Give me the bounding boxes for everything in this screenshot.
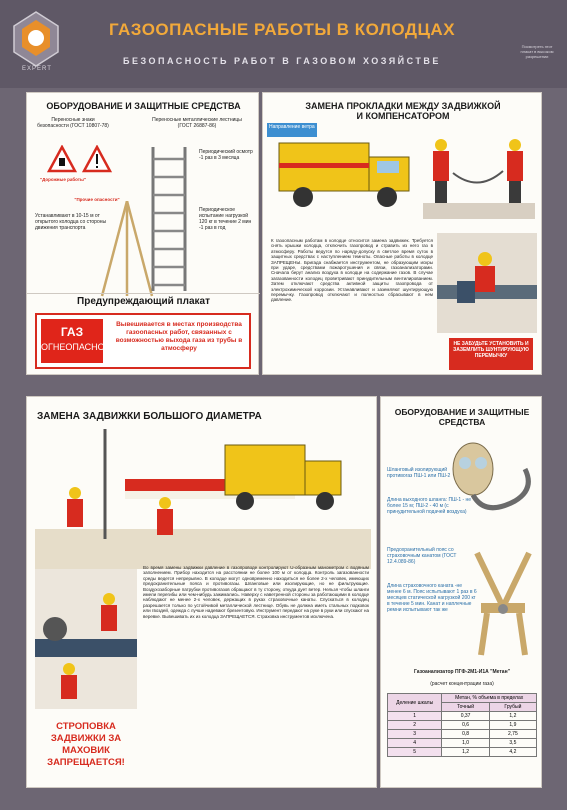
belt-caption: Предохранительный пояс со страховочным канатом (ГОСТ 12.4.089-86) (387, 547, 457, 565)
table-cell: 1,9 (489, 721, 536, 730)
table-cell: 1 (388, 712, 442, 721)
valve-slinging-warning: СТРОПОВКА ЗАДВИЖКИ ЗА МАХОВИК ЗАПРЕЩАЕТСЯ! (47, 721, 125, 768)
equipment-heading: ОБОРУДОВАНИЕ И ЗАЩИТНЫЕ СРЕДСТВА (46, 101, 241, 111)
workers-at-well-icon (423, 133, 535, 228)
danger-sign-icon (82, 145, 112, 173)
table-cell: 0,6 (442, 721, 489, 730)
expert-logo-icon (10, 10, 62, 70)
panel-protection (380, 396, 542, 788)
inspection-note: Периодический осмотр -1 раз в 3 месяца (199, 149, 253, 161)
table-cell: 3,5 (489, 739, 536, 748)
rope-caption: Длина страховочного каната -не менее 6 м. Пояс испытывают 1 раз в 6 месяцев статической нагрузкой 200 кг в течение 5 мин. Канат и наплечные ремни испытывают так же (387, 583, 477, 613)
header (0, 0, 567, 88)
methane-table (387, 693, 537, 757)
gasket-body-text: К газоопасным работам в колодце относится замена задвижек. Требуется снять крышки колодца, отключить газопровод и стравить из него газ в атмосферу. Работы ведутся по наряду-допуску в светлое время суток в защитных средствах с наступлением темноты. Опасные работы в колодце ЗАПРЕЩЕНЫ. Бригада снабжается инструментом, не образующим искры при ударе, средствами пожаротушения и связи, газоанализаторами. Сначала берут анализ воздуха в колодце на содержание газов. В случае загазованности колодец проветривают принудительным вентилированием. Затем отключают средства активной защиты газопровода от электрохимической коррозии. Устанавливают и заземляют шунтирующую перемычку. Газопровод отключают и полностью сбрасывают в нем давление. (271, 238, 433, 303)
ladder-icon (147, 145, 192, 293)
road-works-label: "Дорожные работы" (40, 177, 86, 182)
signs-caption: Переносные знаки безопасности (ГОСТ 10807-78) (37, 117, 109, 129)
table-row (388, 730, 537, 739)
warning-poster (35, 313, 251, 369)
valve-body-text: Во время замены задвижки давление в газопроводе контролируют U-образным манометром с водяным заполнением. Прибор находится на расстоянии не более 100 м от колодца. Контроль загазованности среды ведется непрерывно. В колодце могут одновременно находиться не более 2-х человек, имеющих предохранительные пояса и противогазы. Шланговые или изолирующие, но не фильтрующие. Воздухозаборные патрубки противогазов обращают в ту сторону, откуда дует ветер. Нельзя чтобы шланги имели перегибы или чем-нибудь зажимались. Наверху с наветренной стороны за работающими в колодце наблюдают не менее 2-х человек, держащих в руках страховочные канаты. Спускаться в колодец разрешается только по устойчивой металлической лестнице. Обувь не должна иметь стальных подковок или гвоздей, одежда с лучше надевают брезентовую. Инструмент передают на руке в руки или спускают на веревке. Вывешивать их из колодца ЗАПРЕЩАЕТСЯ. Страховка инструментов исключена. (143, 565, 369, 619)
underground-valve-workers-icon (35, 569, 137, 709)
table-cell: 2,75 (489, 730, 536, 739)
table-cell: 0,37 (442, 712, 489, 721)
crane-truck-scene-icon (35, 429, 371, 569)
mask-caption: Шланговый изолирующий противогаз ПШ-1 или ПШ-2 (387, 467, 451, 479)
table-cell: 1,0 (442, 739, 489, 748)
table-cell: 4,2 (489, 748, 536, 757)
table-cell: 5 (388, 748, 442, 757)
table-cell: 3 (388, 730, 442, 739)
table-row (388, 748, 537, 757)
underground-pipe-worker-icon (437, 233, 537, 333)
divider (27, 293, 260, 294)
shunt-jumper-callout (449, 338, 533, 370)
sign-line-flammable: ОГНЕОПАСНО (41, 342, 105, 352)
table-subhead-precise: Точный (442, 703, 489, 712)
qr-caption: Посмотреть этот плакат в высоком разрешении (520, 44, 554, 59)
warning-poster-description: Вывешивается в местах производства газоопасных работ, связанных с возможностью выхода газа из трубы в атмосферу (115, 321, 243, 352)
table-cell: 0,8 (442, 730, 489, 739)
road-works-sign-icon (47, 145, 77, 173)
wind-label-text: Направление ветра (269, 124, 315, 130)
hose-caption: Длина выходного шланга: ПШ-1 - не более 15 м; ПШ-2 - 40 м (с принудительной подачей воздуха) (387, 497, 472, 515)
table-row (388, 721, 537, 730)
page-title: ГАЗООПАСНЫЕ РАБОТЫ В КОЛОДЦАХ (108, 20, 456, 39)
warning-poster-heading: Предупреждающий плакат (77, 296, 210, 307)
logo-text: EXPERT (22, 66, 52, 72)
valve-heading: ЗАМЕНА ЗАДВИЖКИ БОЛЬШОГО ДИАМЕТРА (37, 411, 262, 422)
sign-line-gas: ГАЗ (60, 325, 84, 339)
shunt-callout-text: НЕ ЗАБУДЬТЕ УСТАНОВИТЬ И ЗАЗЕМЛИТЬ ШУНТИРУЮЩУЮ ПЕРЕМЫЧКУ (453, 341, 529, 359)
table-cell: 2 (388, 721, 442, 730)
gas-flammable-sign (41, 319, 103, 363)
safety-harness-icon (467, 547, 539, 659)
protection-heading: ОБОРУДОВАНИЕ И ЗАЩИТНЫЕ СРЕДСТВА (394, 407, 530, 427)
table-row (388, 739, 537, 748)
ladder-caption: Переносные металлические лестницы (ГОСТ 26887-86) (152, 117, 242, 129)
analyzer-subtitle: (расчет концентрации газа) (430, 681, 494, 687)
table-cell: 4 (388, 739, 442, 748)
page-subtitle: БЕЗОПАСНОСТЬ РАБОТ В ГАЗОВОМ ХОЗЯЙСТВЕ (123, 56, 441, 66)
table-head-scale: Деление шкалы (388, 694, 442, 712)
table-cell: 1,2 (442, 748, 489, 757)
analyzer-title: Газоанализатор ПГФ-2М1-И1А "Метан" (414, 669, 510, 675)
panel-gasket (262, 92, 542, 375)
install-note: Устанавливают в 10-15 м от открытого колодца со стороны движения транспорта (35, 213, 107, 231)
table-cell: 1,2 (489, 712, 536, 721)
other-danger-label: "Прочие опасности" (74, 197, 120, 202)
gasket-heading: ЗАМЕНА ПРОКЛАДКИ МЕЖДУ ЗАДВИЖКОЙ И КОМПЕНСАТОРОМ (305, 101, 501, 121)
panel-equipment (26, 92, 259, 375)
test-note: Периодическое испытание нагрузкой 120 кг в течение 2 мин -1 раз в год (199, 207, 252, 231)
table-subhead-rough: Грубый (489, 703, 536, 712)
panel-valve (26, 396, 377, 788)
gas-service-truck-icon (277, 133, 417, 211)
table-head-methane: Метан, % объема в пределах (442, 694, 537, 703)
table-row (388, 712, 537, 721)
